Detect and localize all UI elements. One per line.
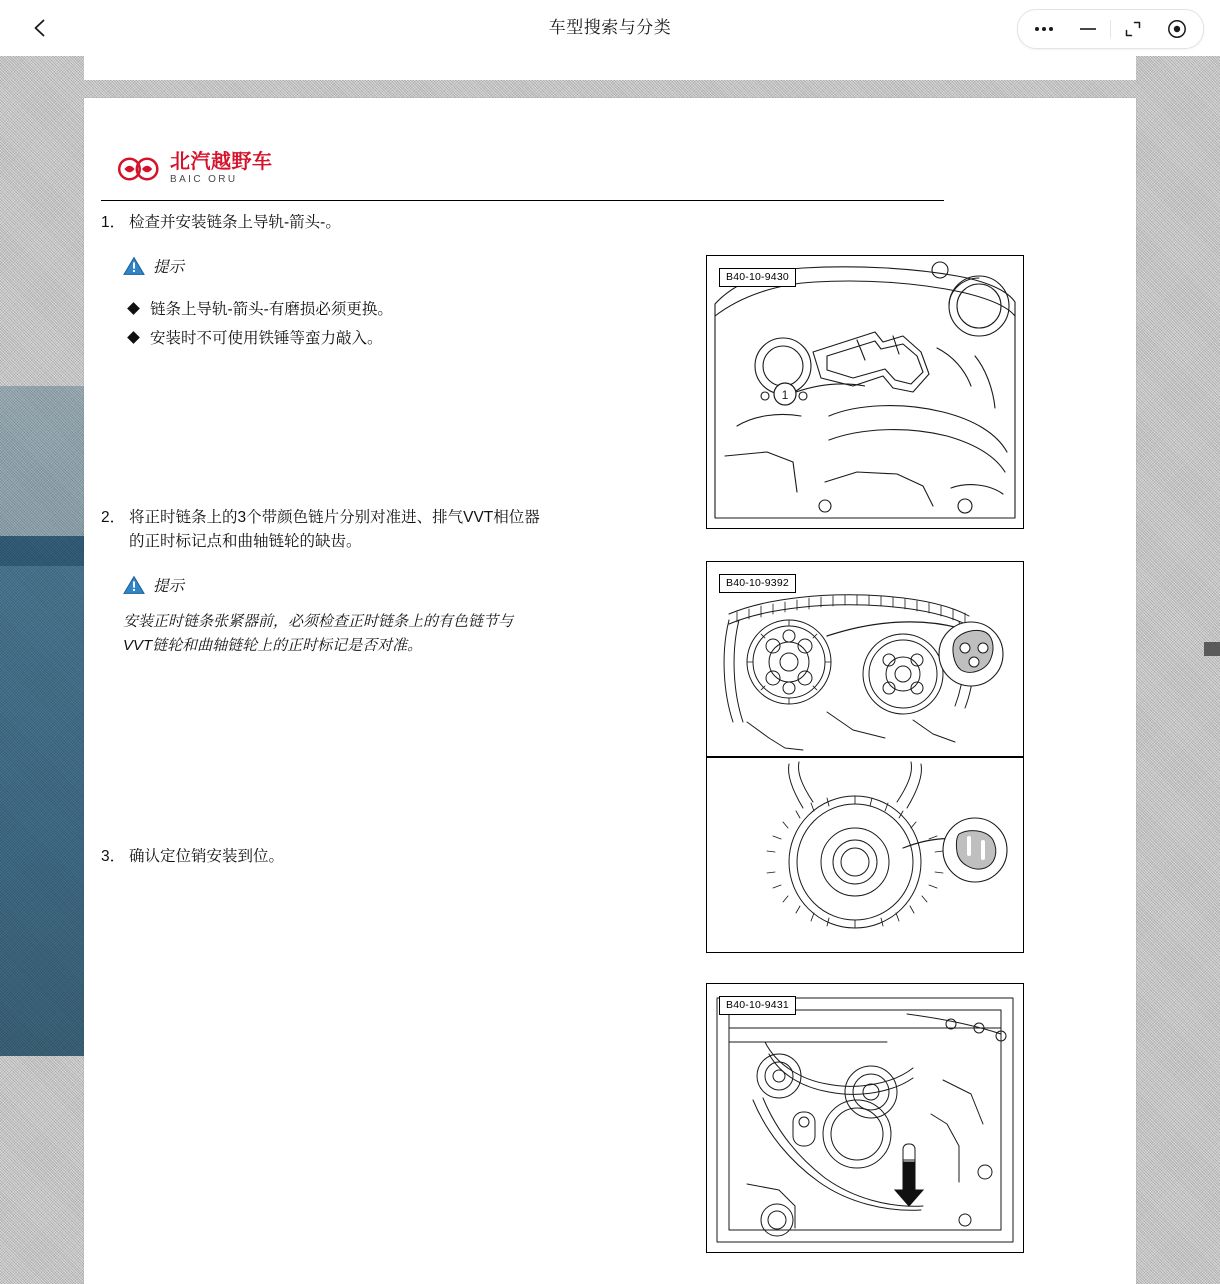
figure-3-arrow-icon <box>895 1162 923 1206</box>
step-1-text: 检查并安装链条上导轨-箭头-。 <box>129 214 341 231</box>
figure-2-drawing <box>707 562 1023 952</box>
step-2-note-header <box>123 574 621 596</box>
header-divider <box>101 200 944 201</box>
scroll-position-indicator[interactable] <box>1204 642 1220 656</box>
figure-1-drawing <box>707 256 1023 528</box>
restore-button[interactable] <box>1111 12 1155 46</box>
step-2 <box>101 506 621 659</box>
minus-icon <box>1079 25 1097 33</box>
close-capsule-button[interactable] <box>1155 12 1199 46</box>
step-1-note-header <box>123 255 621 277</box>
step-1-bullet-2: 安装时不可使用铁锤等蛮力敲入。 <box>150 330 383 348</box>
step-2-note-text: 安装正时链条张紧器前，必须检查正时链条上的有色链节与VVT链轮和曲轴链轮上的正时标记是否对准。 <box>123 612 514 655</box>
figure-1-tag: B40-10-9430 <box>719 268 796 287</box>
step-1-bullet-list <box>129 295 621 354</box>
step-1 <box>101 211 621 354</box>
window-title: 车型搜索与分类 <box>548 18 672 37</box>
figure-3-drawing <box>707 984 1023 1252</box>
list-item <box>129 324 621 353</box>
app-header <box>0 0 1220 56</box>
step-2-text: 将正时链条上的3个带颜色链片分别对准进、排气VVT相位器的正时标记点和曲轴链轮的缺齿。 <box>129 508 540 550</box>
warning-triangle-icon <box>123 575 145 595</box>
figure-2-tag: B40-10-9392 <box>719 574 796 593</box>
step-1-bullet-1: 链条上导轨-箭头-有磨损必须更换。 <box>150 301 393 319</box>
figure-1-callout <box>774 383 865 405</box>
step-2-note-label: 提示 <box>153 577 185 595</box>
figure-3-tag: B40-10-9431 <box>719 996 796 1015</box>
ellipsis-icon <box>1034 25 1054 33</box>
figure-dowel-pin <box>706 983 1024 1253</box>
step-1-number: 1． <box>101 214 126 231</box>
figure-chain-upper-guide <box>706 255 1024 529</box>
expand-icon <box>1124 20 1142 38</box>
list-item <box>129 295 621 324</box>
warning-triangle-icon <box>123 256 145 276</box>
step-1-note-label: 提示 <box>153 259 185 277</box>
more-options-button[interactable] <box>1022 12 1066 46</box>
figure-timing-marks-vvt <box>706 561 1024 953</box>
step-3 <box>101 845 621 869</box>
steps-column <box>101 211 621 869</box>
brand-logo <box>117 152 273 185</box>
baic-oru-logo-icon <box>117 154 161 184</box>
svg-text:1: 1 <box>781 388 789 402</box>
step-2-number: 2． <box>101 508 126 526</box>
circle-dot-icon <box>1167 19 1187 39</box>
brand-name-en: BAIC ORU <box>170 174 238 185</box>
document-viewport[interactable] <box>0 56 1220 1284</box>
bullet-diamond-icon <box>127 302 140 315</box>
previous-page-edge <box>84 56 1136 80</box>
window-controls <box>1017 9 1204 49</box>
background-accent <box>0 536 92 1056</box>
step-3-text: 确认定位销安装到位。 <box>129 847 285 865</box>
brand-name-cn: 北汽越野车 <box>170 151 273 173</box>
step-3-number: 3． <box>101 847 126 865</box>
minimize-button[interactable] <box>1066 12 1110 46</box>
bullet-diamond-icon <box>127 332 140 345</box>
